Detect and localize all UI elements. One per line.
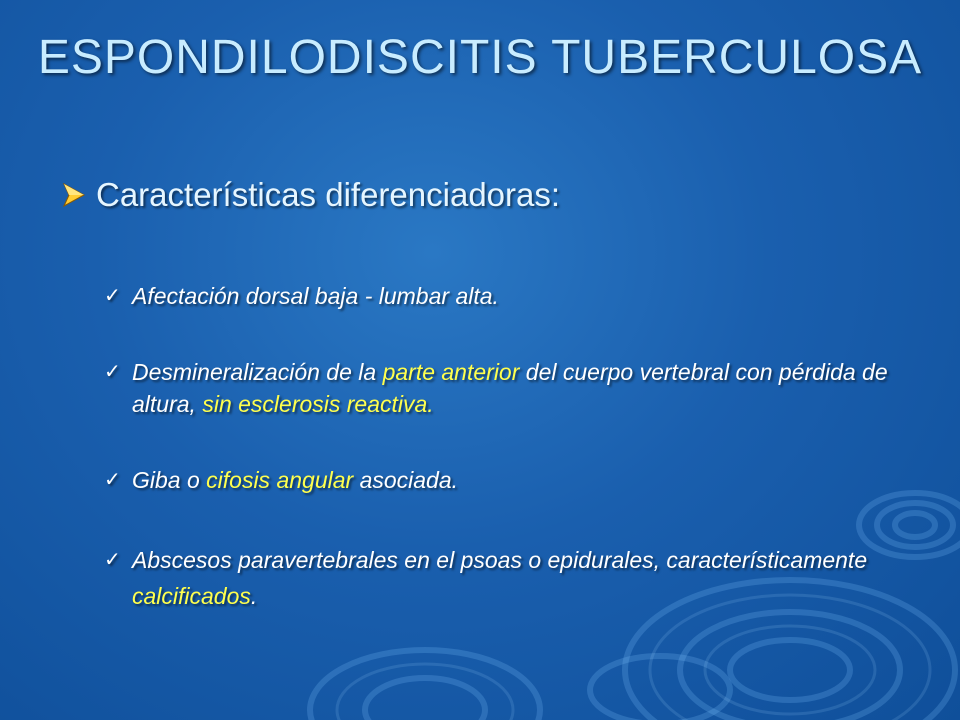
checkmark-icon: ✓: [104, 469, 121, 491]
bullet-text: Abscesos paravertebrales en el psoas o epidurales, característicamente: [132, 547, 868, 573]
bullet-text: asociada.: [353, 467, 459, 493]
arrow-bullet-icon: [60, 181, 88, 209]
bullet-text: .: [427, 391, 434, 417]
bullet-item: [104, 280, 904, 312]
section-heading-text: Características diferenciadoras:: [96, 176, 561, 213]
bullet-item: [104, 356, 904, 420]
highlighted-text: cifosis angular: [206, 467, 354, 493]
bullet-item: [104, 542, 904, 614]
highlighted-text: calcificados: [132, 583, 251, 609]
bullet-text: Desmineralización de la: [132, 359, 383, 385]
bullet-text: del cuerpo vertebral con pérdida de altura,: [132, 359, 888, 417]
bullet-text: .: [250, 583, 258, 609]
checkmark-icon: ✓: [104, 549, 121, 571]
slide-title: ESPONDILODISCITIS TUBERCULOSA: [37, 31, 923, 84]
highlighted-text: sin esclerosis reactiva: [202, 391, 428, 417]
bullet-text: Giba o: [132, 467, 207, 493]
highlighted-text: parte anterior: [382, 359, 520, 385]
checkmark-icon: ✓: [104, 361, 121, 383]
bullet-item: [104, 464, 904, 496]
checkmark-icon: ✓: [104, 285, 121, 307]
section-heading: [60, 176, 560, 214]
bullet-text: Afectación dorsal baja - lumbar alta.: [132, 283, 499, 309]
